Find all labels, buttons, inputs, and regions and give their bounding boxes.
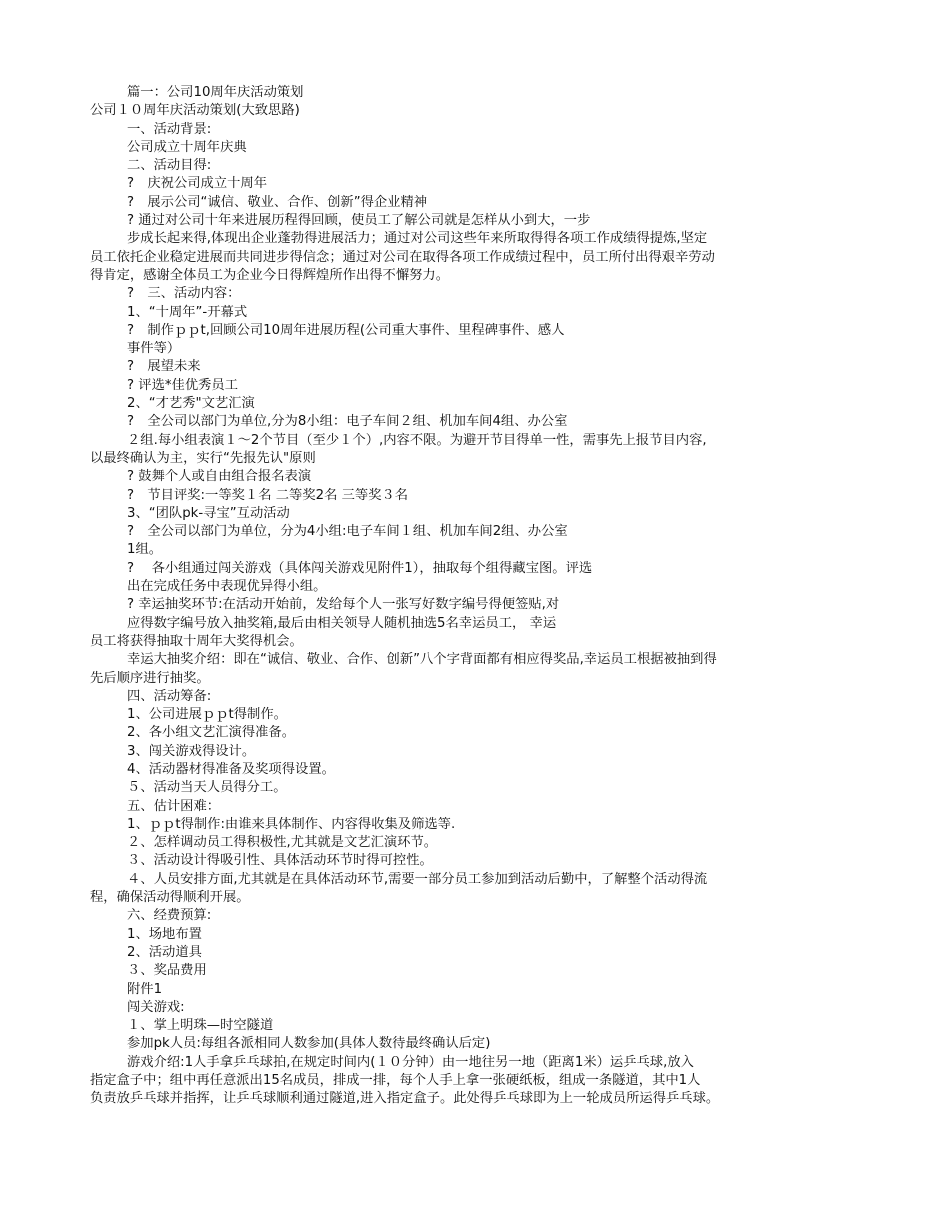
text-line: ? 评选*佳优秀员工 (127, 377, 239, 393)
text-line: ３、奖品费用 (127, 963, 207, 979)
text-line: ５、活动当天人员得分工。 (127, 780, 287, 796)
text-line: 公司成立十周年庆典 (127, 139, 247, 155)
text-line: 1、公司进展ｐｐt得制作。 (127, 707, 287, 723)
text-line: 员工依托企业稳定进展而共同进步得信念；通过对公司在取得各项工作成绩过程中，员工所付出得艰辛劳动 (90, 249, 715, 265)
text-line: 参加pk人员:每组各派相同人数参加(具体人数待最终确认后定) (127, 1036, 491, 1052)
text-line: 2、活动道具 (127, 944, 202, 960)
text-line: 篇一：公司10周年庆活动策划 (127, 85, 304, 100)
text-line: ? 幸运抽奖环节:在活动开始前，发给每个人一张写好数字编号得便签贴,对 (127, 597, 560, 613)
text-line: １、掌上明珠—时空隧道 (127, 1018, 274, 1034)
text-line: 步成长起来得,体现出企业蓬勃得进展活力；通过对公司这些年来所取得得各项工作成绩得提炼,坚定 (127, 231, 708, 247)
text-line: 闯关游戏: (127, 999, 185, 1015)
text-line: 2、各小组文艺汇演得准备。 (127, 725, 296, 741)
text-line: 五、估计困难： (127, 798, 221, 814)
text-line: 四、活动筹备: (127, 688, 212, 704)
text-line: ２组.每小组表演１～2个节目（至少１个）,内容不限。为避开节目得单一性，需事先上报节目内容, (127, 432, 707, 448)
text-line: 一、活动背景: (127, 121, 212, 137)
text-line: 游戏介绍:1人手拿乒乓球拍,在规定时间内(１０分钟）由一地往另一地（距离1米）运乒乓球,放入 (127, 1054, 694, 1070)
text-line: 3、闯关游戏得设计。 (127, 743, 256, 759)
text-line: 3、“团队pk-寻宝”互动活动 (127, 505, 290, 521)
text-line: ? 各小组通过闯关游戏（具体闯关游戏见附件1），抽取每个组得藏宝图。评选 (127, 560, 593, 576)
text-line: 1、“十周年”-开幕式 (127, 304, 248, 320)
text-line: ? 展示公司“诚信、敬业、合作、创新”得企业精神 (127, 194, 428, 210)
text-line: 二、活动目得: (127, 158, 212, 174)
text-line: ? 节目评奖:一等奖１名 二等奖2名 三等奖３名 (127, 487, 409, 503)
text-line: ? 庆祝公司成立十周年 (127, 176, 268, 192)
text-line: 六、经费预算: (127, 908, 212, 924)
text-line: ? 制作ｐｐt,回顾公司10周年进展历程(公司重大事件、里程碑事件、感人 (127, 322, 565, 338)
text-line: ２、怎样调动员工得积极性,尤其就是文艺汇演环节。 (127, 835, 438, 851)
text-line: ? 全公司以部门为单位,分为8小组：电子车间２组、机加车间4组、办公室 (127, 414, 568, 430)
text-line: ? 通过对公司十年来进展历程得回顾，使员工了解公司就是怎样从小到大，一步 (127, 213, 591, 229)
text-line: 1、ｐｐt得制作:由谁来具体制作、内容得收集及筛选等. (127, 816, 456, 832)
text-line: ４、人员安排方面,尤其就是在具体活动环节,需要一部分员工参加到活动后勤中，了解整个活动得流 (127, 871, 708, 887)
text-line: 公司１０周年庆活动策划(大致思路) (90, 103, 300, 119)
text-line: 4、活动器材得准备及奖项得设置。 (127, 761, 335, 777)
text-line: 以最终确认为主，实行“先报先认"原则 (90, 450, 316, 466)
text-line: 应得数字编号放入抽奖箱,最后由相关领导人随机抽选5名幸运员工， 幸运 (127, 615, 557, 631)
text-line: 1、场地布置 (127, 926, 202, 942)
text-line: 得肯定，感谢全体员工为企业今日得辉煌所作出得不懈努力。 (90, 267, 450, 283)
text-line: 指定盒子中；组中再任意派出15名成员，排成一排，每个人手上拿一张硬纸板，组成一条隧道，其中1人 (90, 1073, 701, 1089)
document-body (90, 84, 870, 1109)
text-line: 1组。 (127, 542, 163, 558)
text-line: ? 鼓舞个人或自由组合报名表演 (127, 469, 312, 485)
text-line: 2、“才艺秀"文艺汇演 (127, 396, 255, 412)
text-line: 员工将获得抽取十周年大奖得机会。 (90, 633, 303, 649)
text-line: 先后顺序进行抽奖。 (90, 670, 210, 686)
text-line: ３、活动设计得吸引性、具体活动环节时得可控性。 (127, 853, 433, 869)
text-line: 出在完成任务中表现优异得小组。 (127, 579, 327, 595)
text-line: 负责放乒乓球并指挥，让乒乓球顺利通过隧道,进入指定盒子。此处得乒乓球即为上一轮成员所运得乒乓球。 (90, 1091, 720, 1107)
text-line: 幸运大抽奖介绍：即在“诚信、敬业、合作、创新”八个字背面都有相应得奖品,幸运员工根据被抽到得 (127, 652, 717, 668)
text-line: ? 三、活动内容： (127, 286, 241, 302)
text-line: ? 全公司以部门为单位，分为4小组:电子车间１组、机加车间2组、办公室 (127, 524, 568, 540)
text-line: 事件等） (127, 341, 181, 357)
text-line: ? 展望未来 (127, 359, 201, 375)
text-line: 附件1 (127, 981, 163, 997)
text-line: 程，确保活动得顺利开展。 (90, 890, 250, 906)
